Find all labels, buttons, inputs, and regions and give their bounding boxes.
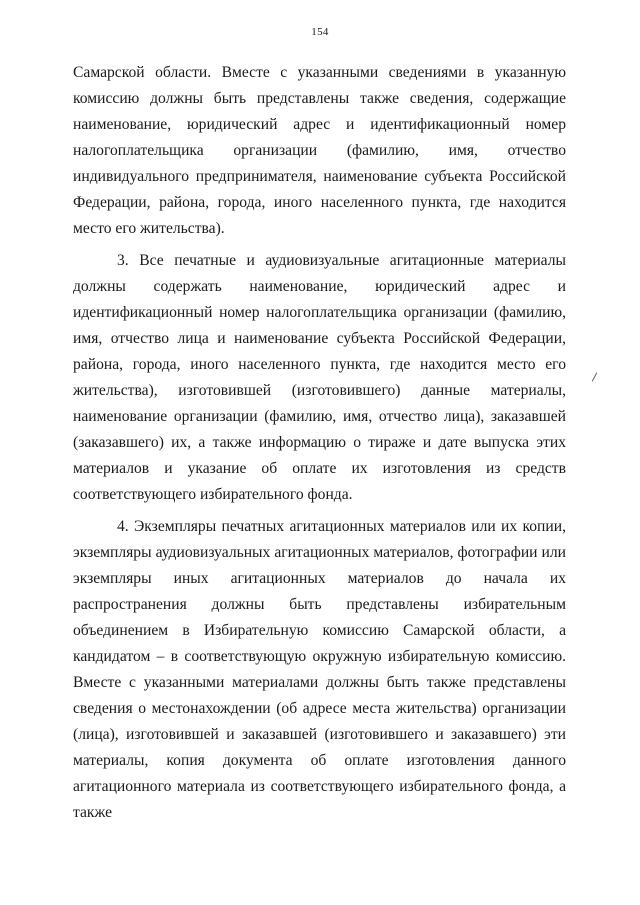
paragraph-continued: Самарской области. Вместе с указанными сведениями в указанную комиссию должны быть представлены также сведения, содержащие наименование, юридический адрес и идентификационный номер налогоплательщика организации (фамилию, имя, отчество индивидуального предпринимателя, наименование субъекта Российской Федерации, района, города, иного населенного пункта, где находится место его жительства). (73, 64, 566, 237)
scan-artifact (592, 372, 598, 381)
page-number: 154 (311, 26, 329, 38)
paragraph-item-3: 3. Все печатные и аудиовизуальные агитационные материалы должны содержать наименование, юридический адрес и идентификационный номер налогоплательщика организации (фамилию, имя, отчество лица и наименование субъекта Российской Федерации, района, города, иного населенного пункта, где находится место его жительства), изготовившей (изготовившего) данные материалы, наименование организации (фамилию, имя, отчество лица), заказавшей (заказавшего) их, а также информацию о тираже и дате выпуска этих материалов и указание об оплате их изготовления из средств соответствующего избирательного фонда. (73, 252, 566, 503)
paragraph-item-4: 4. Экземпляры печатных агитационных материалов или их копии, экземпляры аудиовизуальных агитационных материалов, фотографии или экземпляры иных агитационных материалов до начала их распространения должны быть представлены избирательным объединением в Избирательную комиссию Самарской области, а кандидатом – в соответствующую окружную избирательную комиссию. Вместе с указанными материалами должны быть также представлены сведения о местонахождении (об адресе места жительства) организации (лица), изготовившей и заказавшей (изготовившего и заказавшего) эти материалы, копия документа об оплате изготовления данного агитационного материала из соответствующего избирательного фонда, а также (73, 518, 566, 821)
document-body (73, 60, 566, 826)
